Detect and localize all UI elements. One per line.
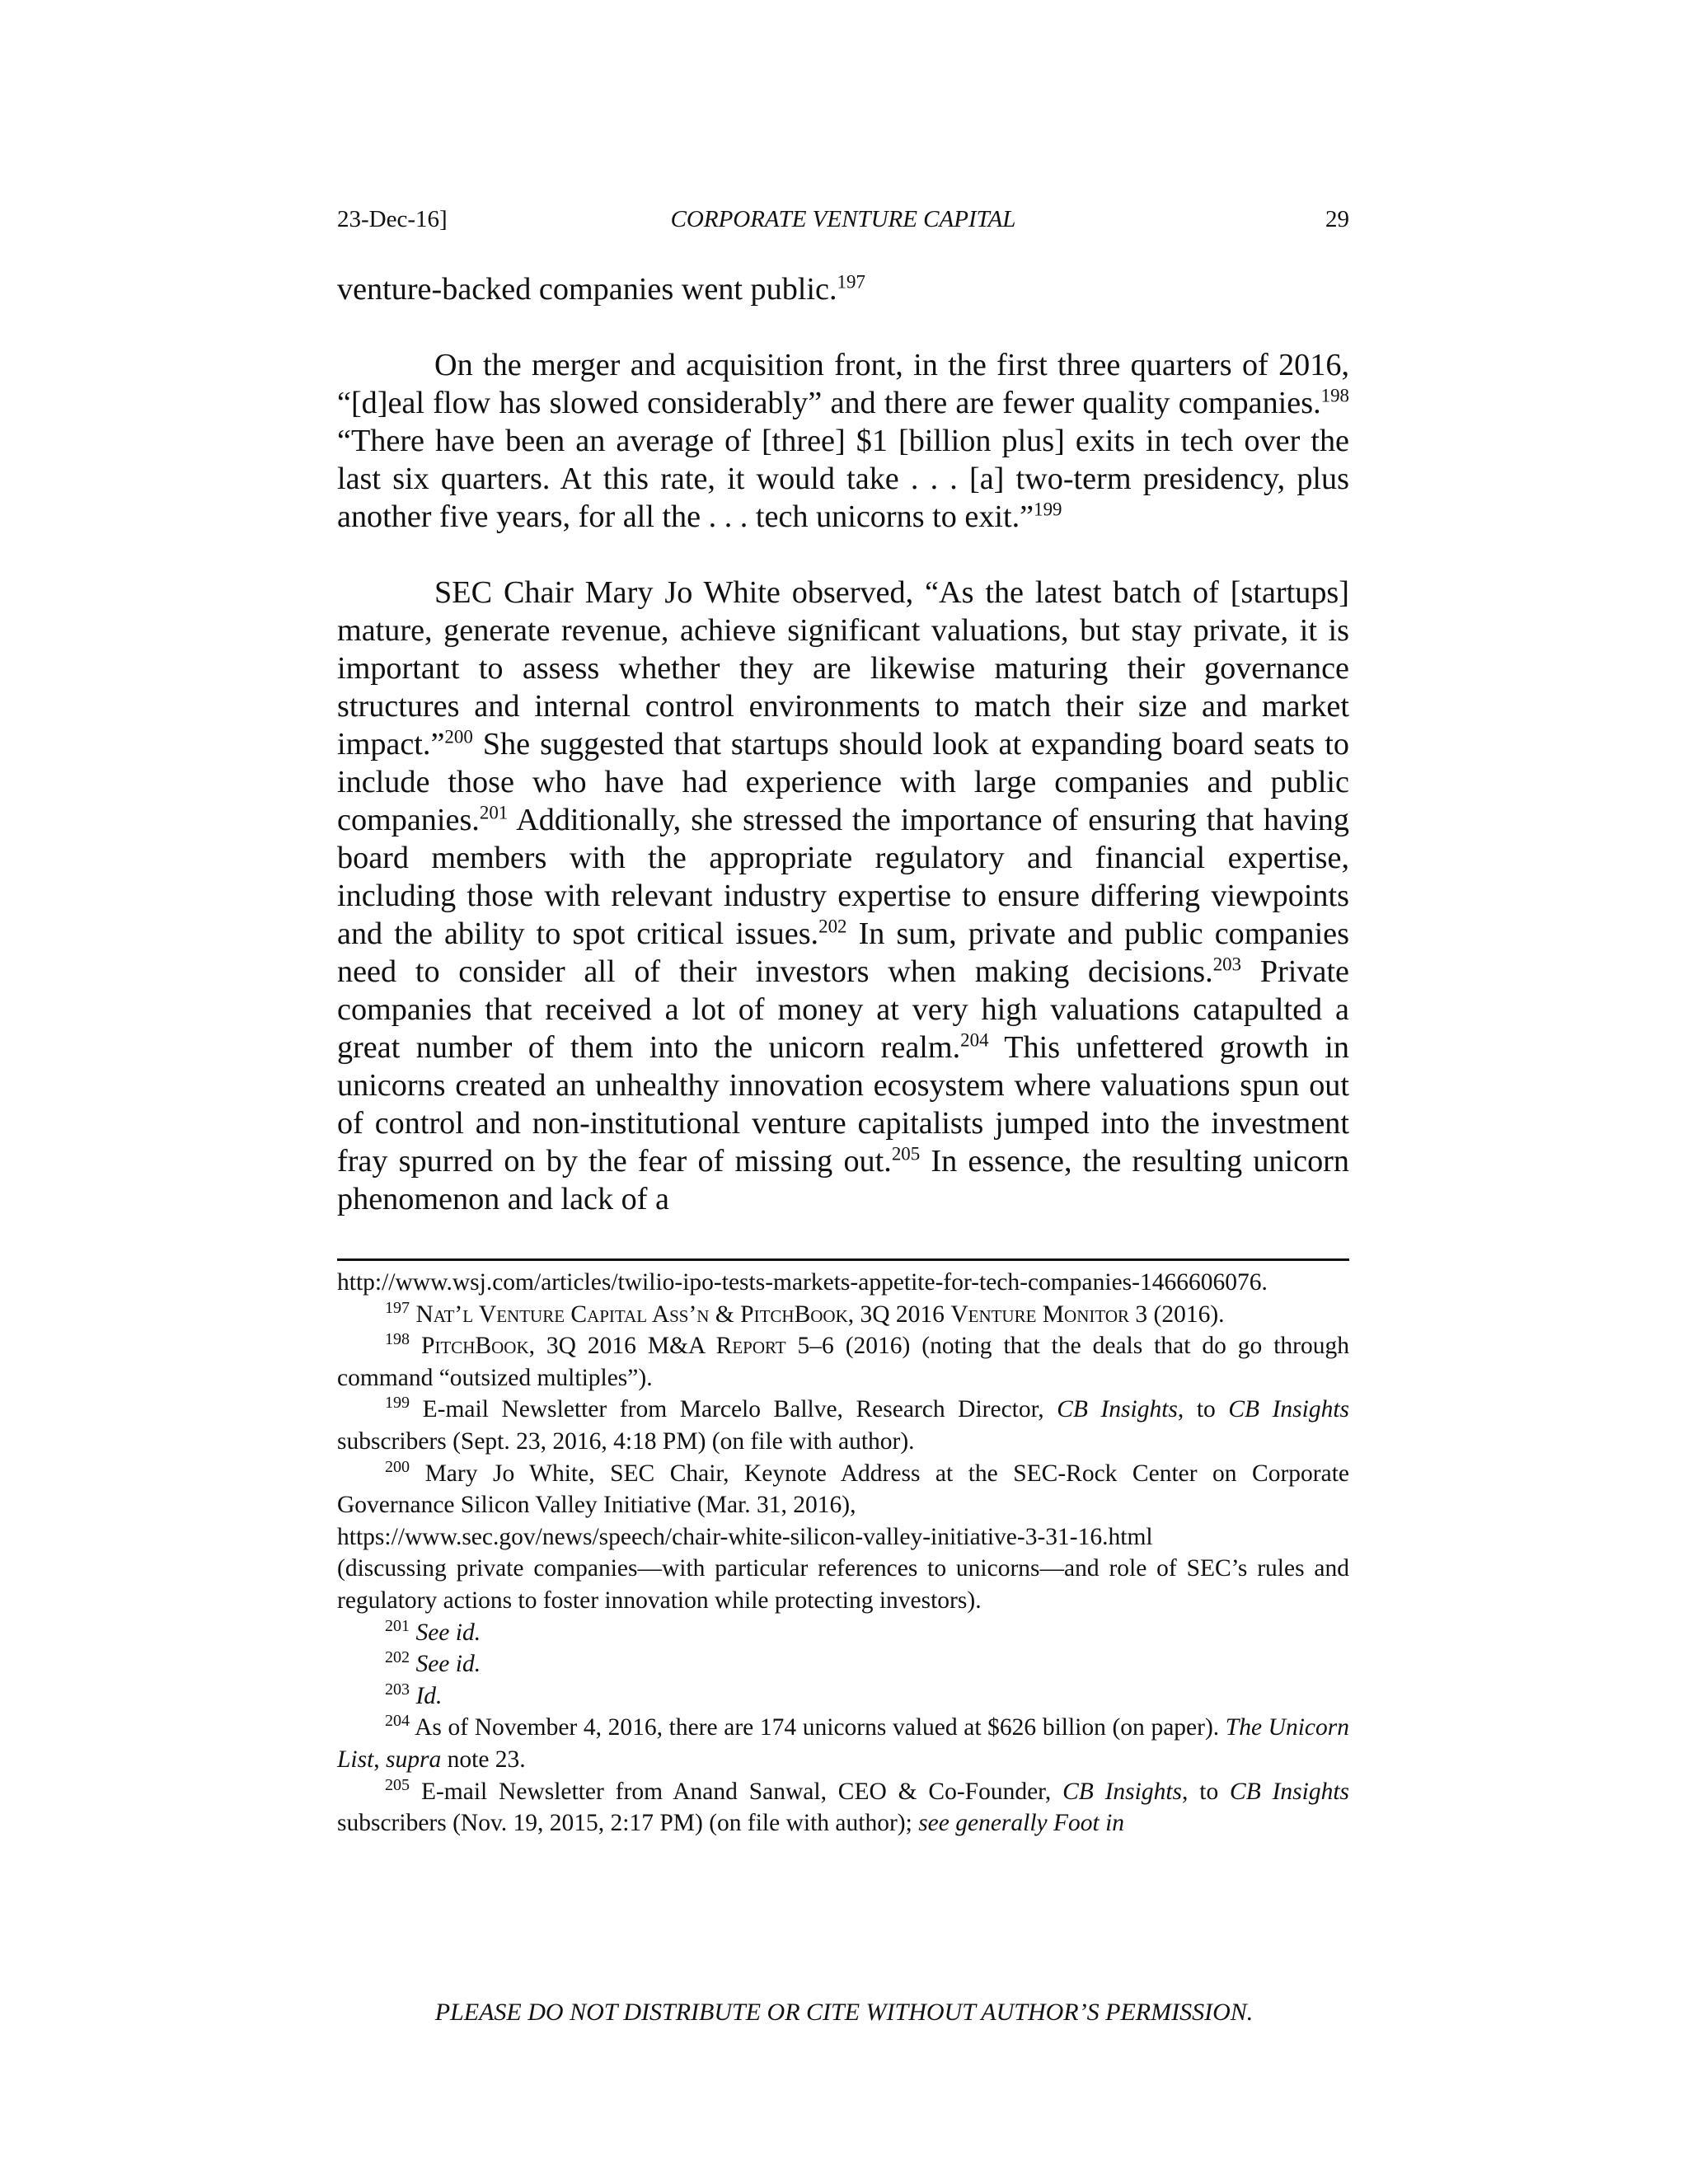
footnote-ref-199: 199	[1034, 499, 1062, 520]
footnote-continuation: http://www.wsj.com/articles/twilio-ipo-tests-markets-appetite-for-tech-companies-1466606076.	[337, 1269, 1268, 1296]
footnotes	[337, 1267, 1349, 1840]
paragraph-2: On the merger and acquisition front, in the first three quarters of 2016, “[d]eal flow has slowed considerably” and there are fewer quality companies.$^{198}$ “There have been an average of [three] $1 [billion plus] exits in tech over the last six quarters. At this rate, it would take . . . [a] two-term presidency, plus another five years, for all the . . . tech unicorns to exit.”$^{199}$	[337, 348, 1349, 534]
paragraph-3: SEC Chair Mary Jo White observed, “As the latest batch of [startups] mature, generate revenue, achieve significant valuations, but stay private, it is important to assess whether they are likewise maturing their governance structures and internal control environments to match their size and market impact.”$^{200}$ She suggested that startups should look at expanding board seats to include those who have had experience with large companies and public companies.$^{201}$ Additionally, she stressed the importance of ensuring that having board members with the appropriate regulatory and financial expertise, including those with relevant industry expertise to ensure differing viewpoints and the ability to spot critical issues.$^{202}$ In sum, private and public companies need to consider all of their investors when making decisions.$^{203}$ Private companies that received a lot of money at very high valuations catapulted a great number of them into the unicorn realm.$^{204}$ This unfettered growth in unicorns created an unhealthy innovation ecosystem where valuations spun out of control and non-institutional venture capitalists jumped into the investment fray spurred on by the fear of missing out.$^{205}$ In essence, the resulting unicorn phenomenon and lack of a	[337, 575, 1350, 1216]
footnote-ref-201: 201	[479, 802, 509, 823]
header-date: 23-Dec-16]	[337, 206, 448, 232]
footnote-200: $^{200}$ Mary Jo White, SEC Chair, Keynote Address at the SEC-Rock Center on Corporate Governance Silicon Valley Initiative (Mar. 31, 2016),	[337, 1457, 1349, 1519]
footnote-ref-200: 200	[444, 726, 473, 748]
footnote-200-url: https://www.sec.gov/news/speech/chair-white-silicon-valley-initiative-3-31-16.html	[337, 1523, 1153, 1550]
footnote-200-parenthetical: (discussing private companies—with particular references to unicorns—and role of SEC’s rules and regulatory actions to foster innovation while protecting investors).	[337, 1555, 1349, 1614]
footnote-ref-202: 202	[818, 916, 847, 937]
distribution-notice: PLEASE DO NOT DISTRIBUTE OR CITE WITHOUT AUTHOR’S PERMISSION.	[434, 1999, 1254, 2026]
page-number: 29	[1325, 206, 1349, 232]
footnote-separator	[337, 1258, 1349, 1261]
header-title: CORPORATE VENTURE CAPITAL	[670, 206, 1016, 232]
footnote-198: $^{198}$ PitchBook, 3Q 2016 M&A Report 5–6 (2016) (noting that the deals that do go through command “outsized multiples”).	[337, 1330, 1349, 1391]
footnote-ref-197: 197	[837, 271, 865, 293]
footnote-205: $^{205}$ E-mail Newsletter from Anand Sanwal, CEO & Co-Founder, CB Insights, to CB Insights subscribers (Nov. 19, 2015, 2:17 PM) (on file with author); see generally Foot in	[337, 1775, 1350, 1837]
footnote-202: $^{202}$ See id.	[385, 1648, 481, 1678]
paragraph-1: venture-backed companies went public.$^{197}$	[337, 271, 865, 307]
running-header	[337, 206, 1349, 242]
footnote-204: $^{204}$ As of November 4, 2016, there are 174 unicorns valued at $626 billion (on paper). The Unicorn List, supra note 23.	[337, 1712, 1350, 1773]
footnote-203: $^{203}$ Id.	[385, 1680, 443, 1709]
footnote-ref-198: 198	[1320, 385, 1349, 406]
footnote-199: $^{199}$ E-mail Newsletter from Marcelo Ballve, Research Director, CB Insights, to CB Insights subscribers (Sept. 23, 2016, 4:18 PM) (on file with author).	[337, 1394, 1350, 1455]
footnote-197: $^{197}$ Nat’l Venture Capital Ass’n & PitchBook, 3Q 2016 Venture Monitor 3 (2016).	[385, 1298, 1225, 1328]
footnote-ref-205: 205	[891, 1143, 921, 1165]
body-text	[337, 270, 1349, 1218]
footnote-201: $^{201}$ See id.	[385, 1616, 481, 1646]
footnote-ref-203: 203	[1212, 954, 1242, 975]
footnote-ref-204: 204	[960, 1029, 989, 1051]
